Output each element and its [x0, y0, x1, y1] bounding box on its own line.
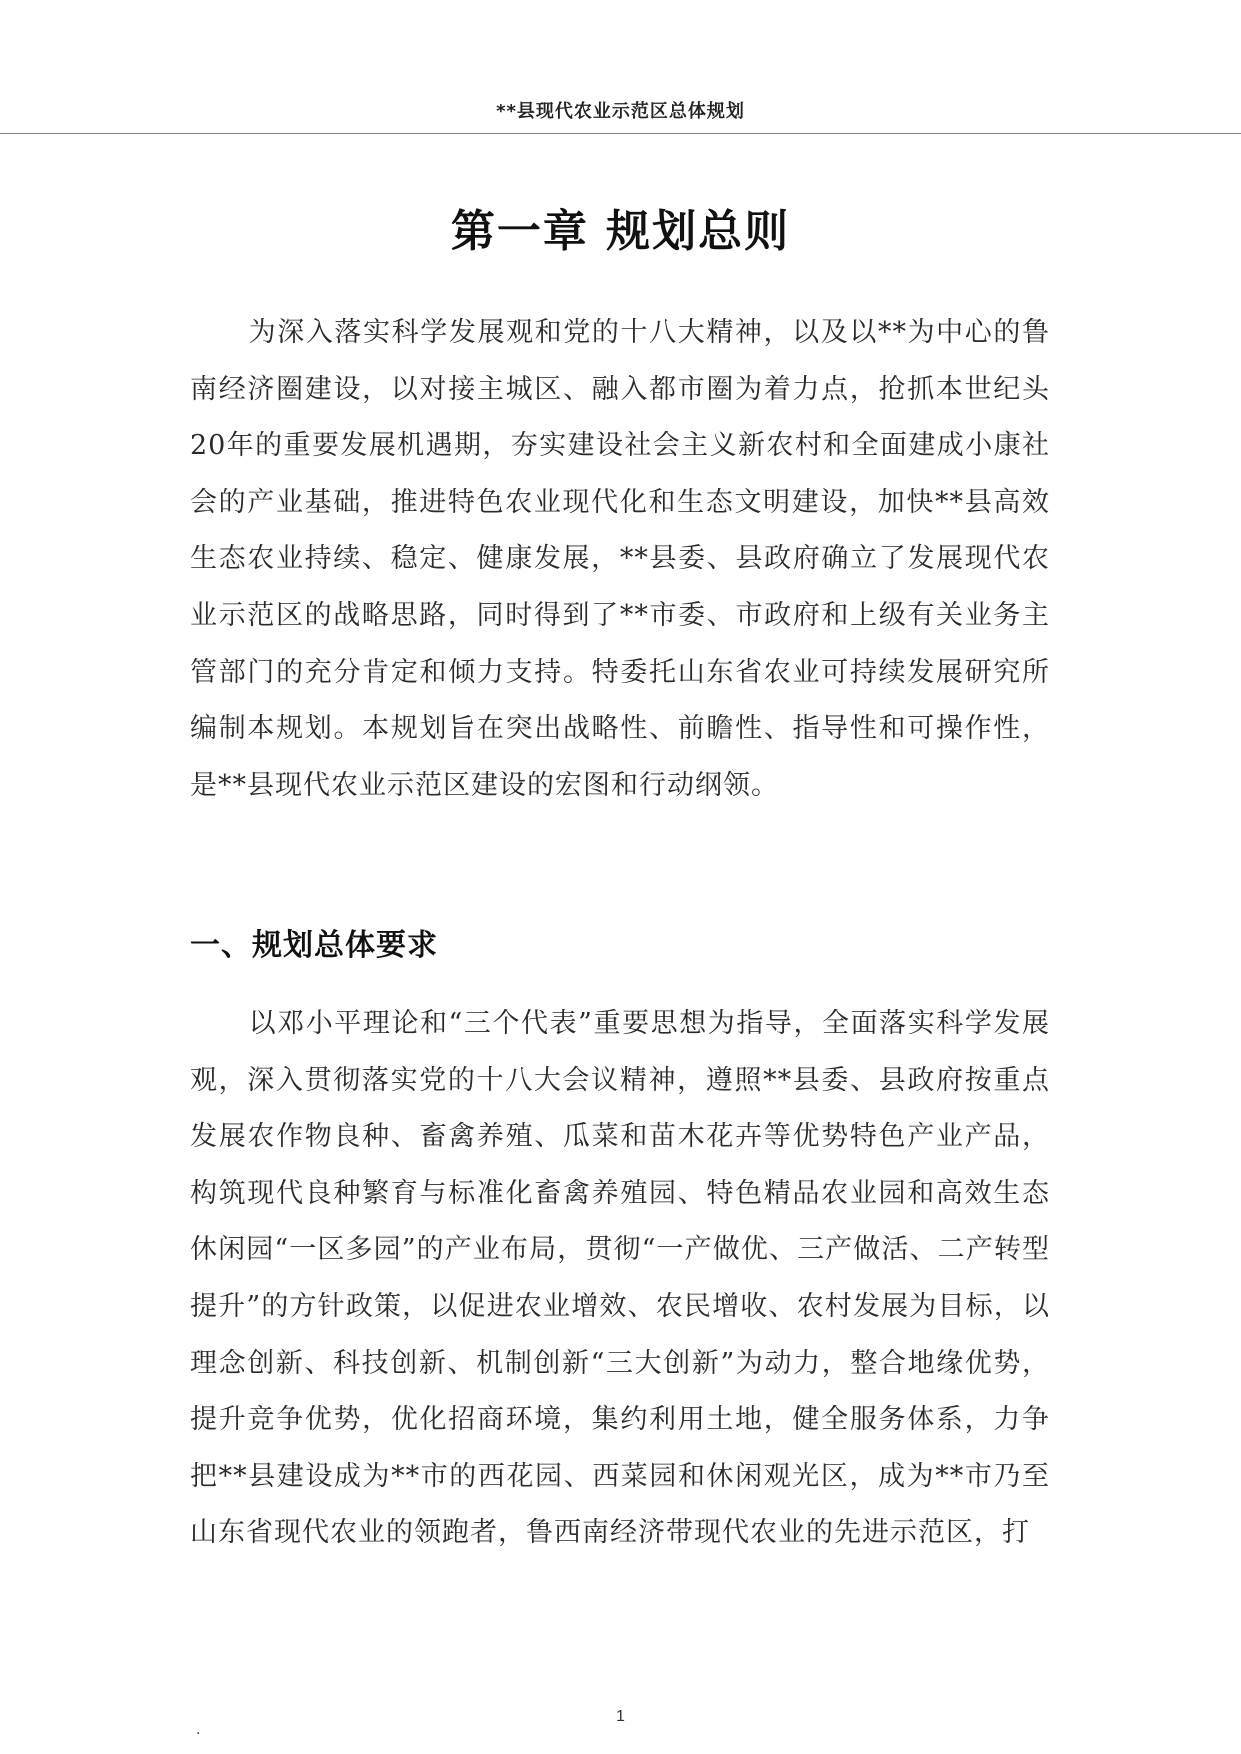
header-title: **县现代农业示范区总体规划	[496, 101, 745, 122]
intro-paragraph-text: 为深入落实科学发展观和党的十八大精神，以及以**为中心的鲁南经济圈建设，以对接主城区、融入都市圈为着力点，抢抓本世纪头20年的重要发展机遇期，夯实建设社会主义新农村和全面建成小康社会的产业基础，推进特色农业现代化和生态文明建设，加快**县高效生态农业持续、稳定、健康发展，**县委、县政府确立了发展现代农业示范区的战略思路，同时得到了**市委、市政府和上级有关业务主管部门的充分肯定和倾力支持。特委托山东省农业可持续发展研究所编制本规划。本规划旨在突出战略性、前瞻性、指导性和可操作性，是**县现代农业示范区建设的宏图和行动纲领。	[190, 317, 1050, 801]
footer-dot: .	[196, 1722, 201, 1738]
section-paragraph-text: 以邓小平理论和“三个代表”重要思想为指导，全面落实科学发展观，深入贯彻落实党的十八大会议精神，遵照**县委、县政府按重点发展农作物良种、畜禽养殖、瓜菜和苗木花卉等优势特色产业产品，构筑现代良种繁育与标准化畜禽养殖园、特色精品农业园和高效生态休闲园“一区多园”的产业布局，贯彻“一产做优、三产做活、二产转型提升”的方针政策，以促进农业增效、农民增收、农村发展为目标，以理念创新、科技创新、机制创新“三大创新”为动力，整合地缘优势，提升竞争优势，优化招商环境，集约利用土地，健全服务体系，力争把**县建设成为**市的西花园、西菜园和休闲观光区，成为**市乃至山东省现代农业的领跑者，鲁西南经济带现代农业的先进示范区，打	[190, 1008, 1050, 1549]
chapter-title: 第一章 规划总则	[450, 206, 791, 257]
intro-paragraph	[190, 305, 1050, 814]
page-header	[0, 0, 1241, 134]
section-paragraph	[190, 996, 1050, 1562]
section-title: 一、规划总体要求	[190, 928, 438, 963]
page-number: 1	[616, 1708, 625, 1725]
